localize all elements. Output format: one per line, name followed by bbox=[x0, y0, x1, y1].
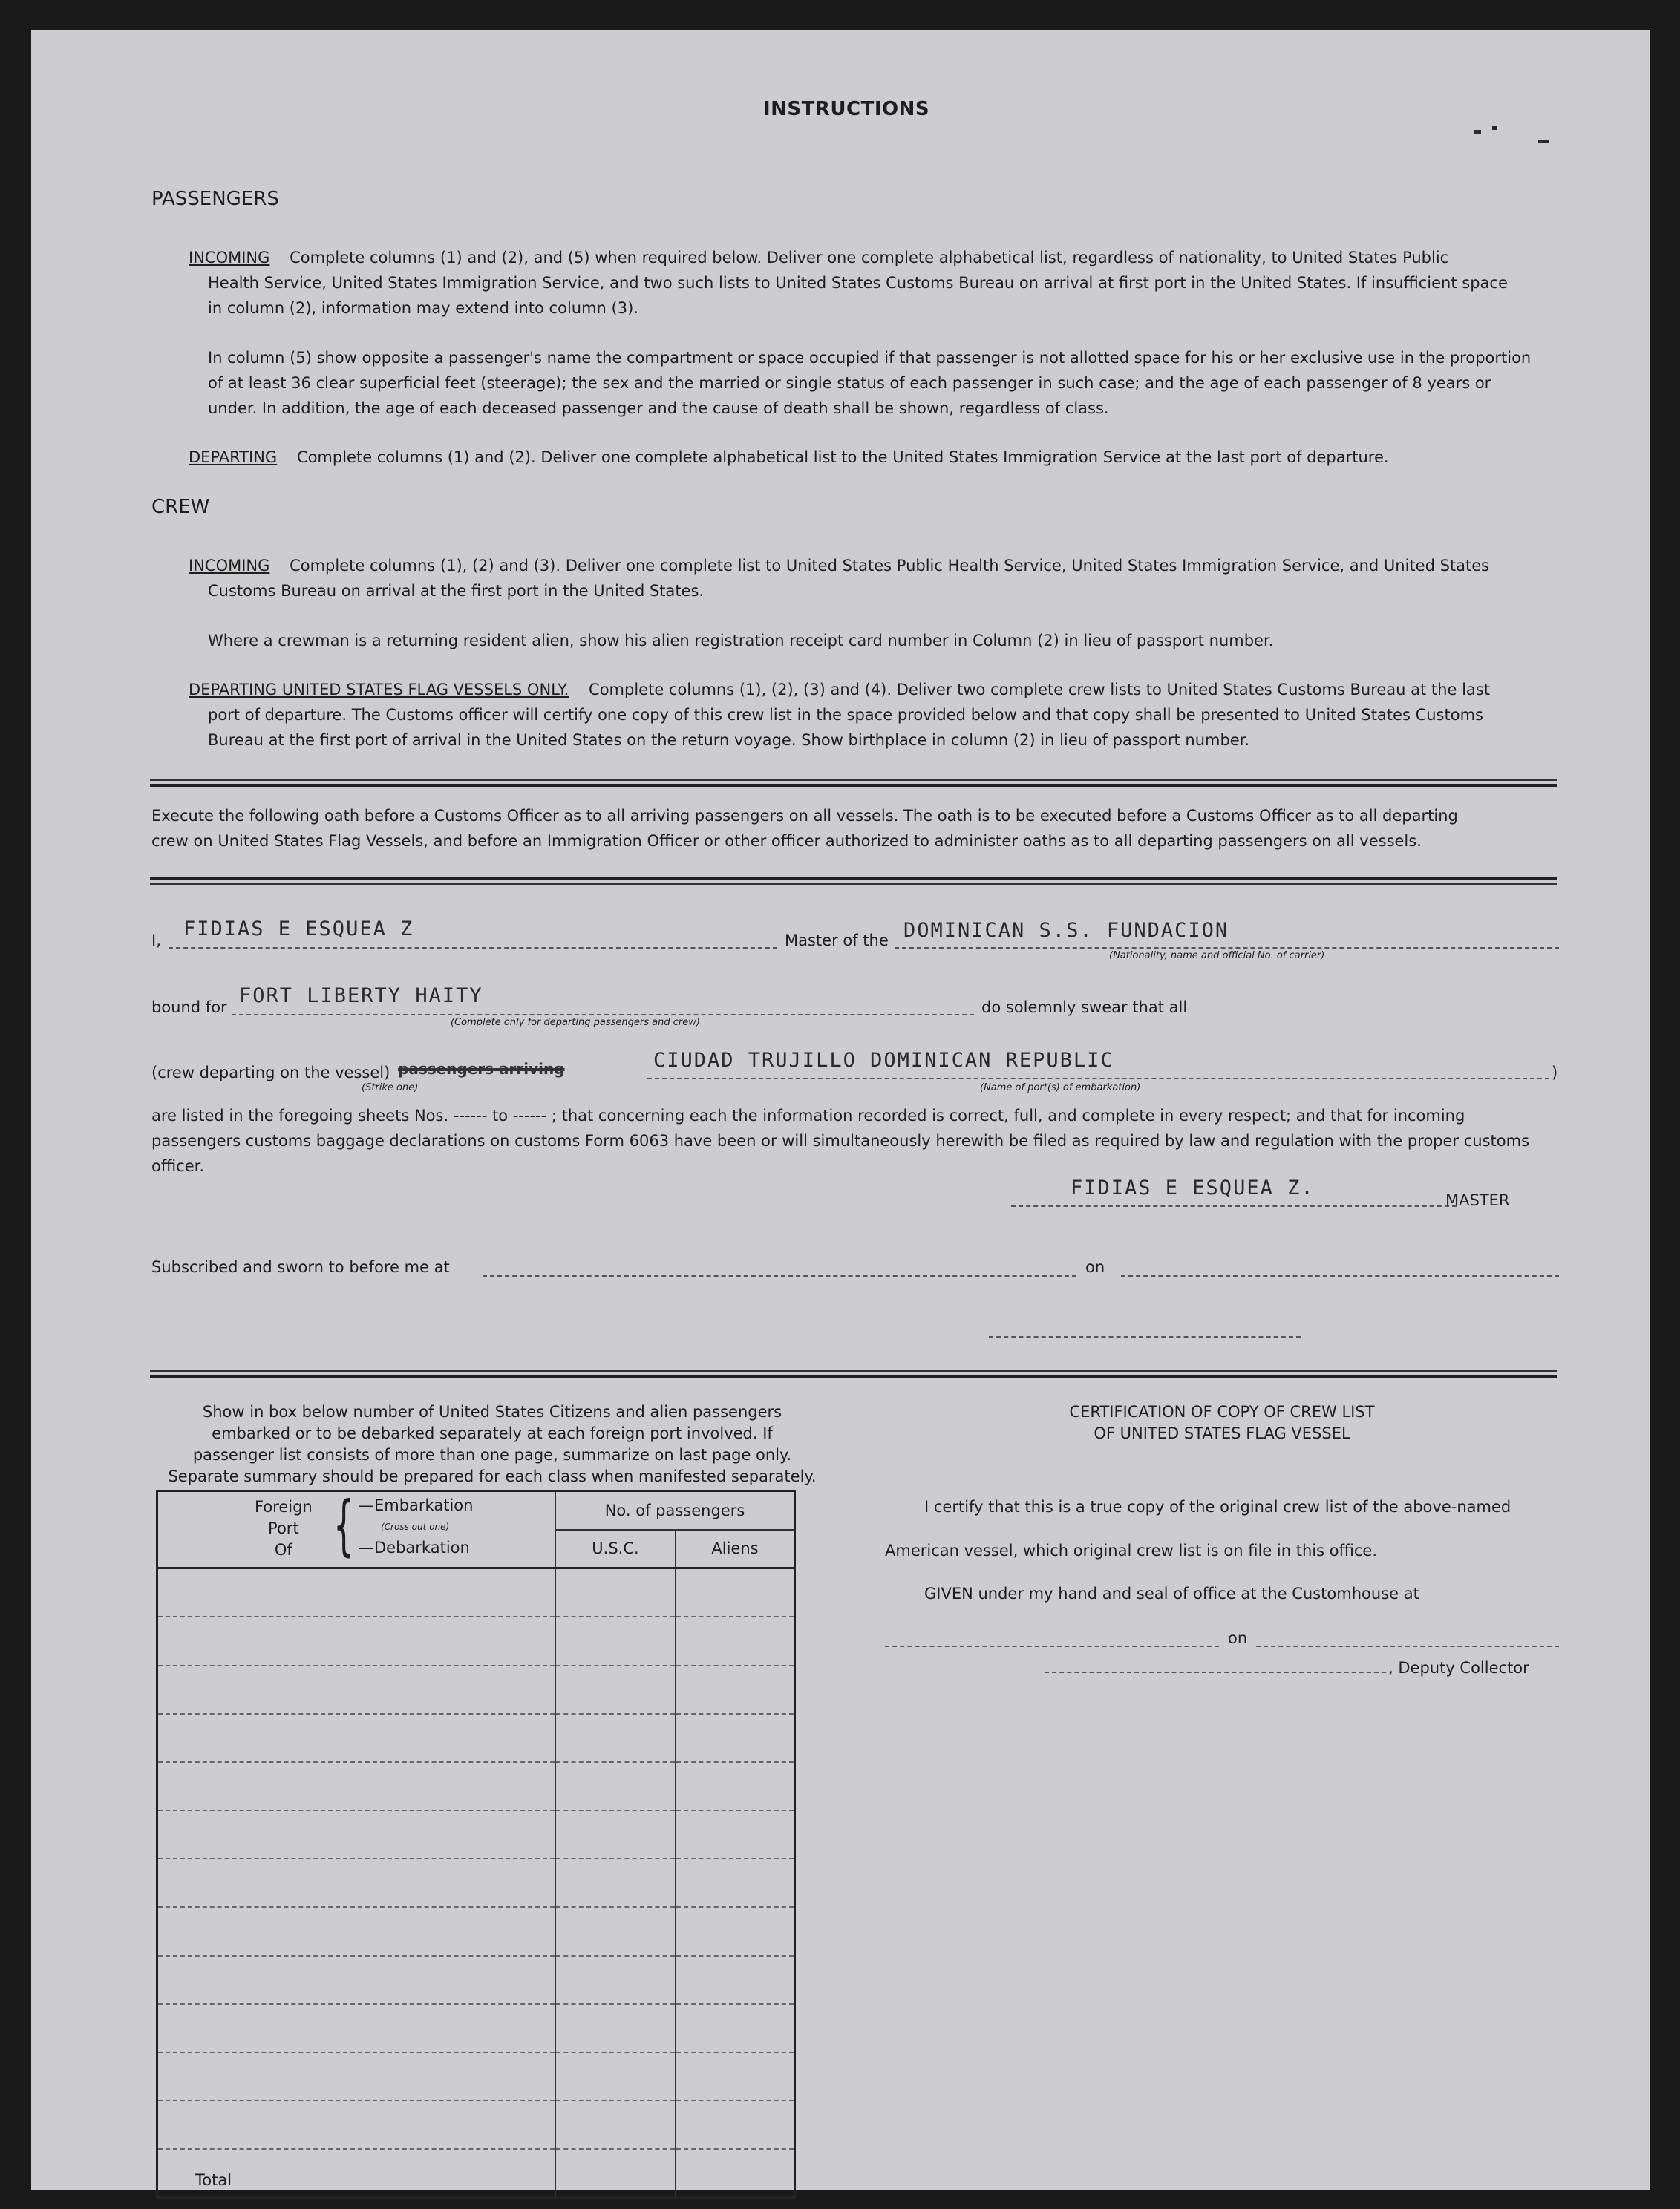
crew-departing-line2: port of departure. The Customs officer will certify one copy of this crew list in the space provided below and that copy shall be presented to United States Customs bbox=[208, 706, 1483, 724]
crew-incoming-line2: Customs Bureau on arrival at the first port in the United States. bbox=[208, 582, 705, 600]
aliens-cell[interactable] bbox=[676, 1762, 795, 1810]
port-label: Port bbox=[268, 1519, 299, 1537]
usc-cell[interactable] bbox=[555, 1568, 676, 1617]
aliens-total-cell[interactable] bbox=[676, 2149, 795, 2197]
port-cell[interactable] bbox=[157, 1617, 556, 1665]
swear-text: do solemnly swear that all bbox=[981, 998, 1188, 1016]
vessel-field[interactable]: DOMINICAN S.S. FUNDACION bbox=[903, 919, 1229, 942]
no-of-passengers-header: No. of passengers bbox=[555, 1491, 795, 1530]
page-title: INSTRUCTIONS bbox=[763, 98, 930, 120]
struck-text: passengers arriving bbox=[398, 1060, 565, 1078]
crew-departing-line1: Complete columns (1), (2), (3) and (4). Deliver two complete crew lists to United States Customs Bureau at the last bbox=[589, 681, 1490, 698]
usc-header: U.S.C. bbox=[555, 1530, 676, 1568]
passengers-col5-line2: of at least 36 clear superficial feet (steerage); the sex and the married or single status of each passenger in such case; and the age of each passenger of 8 years or bbox=[208, 374, 1491, 392]
cert-date-line[interactable] bbox=[1256, 1646, 1559, 1647]
passengers-incoming-label: INCOMING bbox=[189, 249, 270, 266]
port-cell[interactable] bbox=[157, 1810, 556, 1859]
port-cell[interactable] bbox=[157, 1907, 556, 1955]
divider bbox=[150, 883, 1557, 885]
crew-incoming-label: INCOMING bbox=[189, 557, 270, 575]
crew-departing bbox=[189, 677, 1490, 702]
stray-mark bbox=[1538, 140, 1549, 143]
passengers-departing-text: Complete columns (1) and (2). Deliver one complete alphabetical list to the United States Immigration Service at the last port of departure. bbox=[296, 448, 1389, 466]
oath-intro-line2: crew on United States Flag Vessels, and before an Immigration Officer or other officer authorized to administer oaths as to all departing passengers on all vessels. bbox=[151, 832, 1422, 850]
port-cell[interactable] bbox=[157, 2004, 556, 2052]
given-text: GIVEN under my hand and seal of office at the Customhouse at bbox=[924, 1585, 1419, 1603]
master-of-label: Master of the bbox=[785, 932, 889, 949]
usc-cell[interactable] bbox=[555, 1859, 676, 1907]
port-field[interactable]: CIUDAD TRUJILLO DOMINICAN REPUBLIC bbox=[653, 1049, 1114, 1072]
i-label: I, bbox=[151, 932, 161, 949]
divider bbox=[150, 784, 1557, 787]
usc-cell[interactable] bbox=[555, 2004, 676, 2052]
port-cell[interactable] bbox=[157, 1762, 556, 1810]
passengers-incoming-line1: Complete columns (1) and (2), and (5) when required below. Deliver one complete alphabetical list, regardless of nationality, to United States Public bbox=[290, 249, 1449, 266]
listed-line2: passengers customs baggage declarations on customs Form 6063 have been or will simultaneously herewith be filed as required by law and regulation with the proper customs bbox=[151, 1132, 1530, 1150]
port-cell[interactable] bbox=[157, 2052, 556, 2101]
divider bbox=[150, 779, 1557, 781]
passengers-col5-line1: In column (5) show opposite a passenger's name the compartment or space occupied if that passenger is not allotted space for his or her exclusive use in the proportion bbox=[208, 349, 1532, 367]
customhouse-line[interactable] bbox=[885, 1646, 1219, 1647]
aliens-cell[interactable] bbox=[676, 1810, 795, 1859]
usc-cell[interactable] bbox=[555, 1666, 676, 1714]
summary-intro-line1: Show in box below number of United States Citizens and alien passengers bbox=[202, 1403, 782, 1421]
summary-intro bbox=[151, 1401, 833, 1488]
foreign-port-header bbox=[157, 1488, 556, 1568]
aliens-header: Aliens bbox=[676, 1530, 795, 1568]
stray-mark bbox=[1492, 126, 1497, 130]
crew-departing-label: (crew departing on the vessel) bbox=[151, 1064, 390, 1081]
passengers-incoming-line2: Health Service, United States Immigration Service, and two such lists to United States Customs Bureau on arrival at first port in the United States. If insufficient space bbox=[208, 274, 1508, 292]
vessel-line bbox=[895, 947, 1559, 949]
divider bbox=[150, 1375, 1557, 1378]
deputy-collector-label: , Deputy Collector bbox=[1388, 1659, 1529, 1677]
aliens-cell[interactable] bbox=[676, 2052, 795, 2101]
usc-cell[interactable] bbox=[555, 1907, 676, 1955]
usc-cell[interactable] bbox=[555, 1714, 676, 1762]
port-cell[interactable] bbox=[157, 1859, 556, 1907]
port-cell[interactable] bbox=[157, 1714, 556, 1762]
bound-for-line bbox=[232, 1014, 974, 1015]
strike-caption: (Strike one) bbox=[362, 1082, 419, 1093]
port-caption: (Name of port(s) of embarkation) bbox=[980, 1082, 1141, 1093]
aliens-cell[interactable] bbox=[676, 1568, 795, 1617]
usc-cell[interactable] bbox=[555, 2101, 676, 2149]
signature-line bbox=[1011, 1205, 1457, 1207]
port-cell[interactable] bbox=[157, 1666, 556, 1714]
crew-incoming bbox=[189, 553, 1489, 578]
usc-cell[interactable] bbox=[555, 1617, 676, 1665]
aliens-cell[interactable] bbox=[676, 1714, 795, 1762]
certification-title-line1: CERTIFICATION OF COPY OF CREW LIST bbox=[1069, 1403, 1375, 1421]
form-sheet bbox=[31, 30, 1650, 2190]
divider bbox=[150, 1370, 1557, 1372]
passengers-incoming bbox=[189, 245, 1448, 270]
subscribed-label: Subscribed and sworn to before me at bbox=[151, 1258, 450, 1276]
signature-field[interactable]: FIDIAS E ESQUEA Z. bbox=[1071, 1177, 1315, 1200]
passengers-departing-label: DEPARTING bbox=[189, 448, 278, 466]
cross-out-label: (Cross out one) bbox=[381, 1522, 450, 1532]
foreign-label: Foreign bbox=[255, 1498, 313, 1516]
passengers-heading: PASSENGERS bbox=[151, 188, 279, 210]
aliens-cell[interactable] bbox=[676, 1617, 795, 1665]
bound-for-label: bound for bbox=[151, 998, 227, 1016]
cert-on-label: on bbox=[1228, 1629, 1248, 1647]
passenger-summary-table bbox=[156, 1490, 796, 2199]
total-label: Total bbox=[157, 2149, 556, 2197]
bound-caption: (Complete only for departing passengers and crew) bbox=[451, 1017, 700, 1028]
passengers-col5-line3: under. In addition, the age of each deceased passenger and the cause of death shall be shown, regardless of class. bbox=[208, 399, 1109, 417]
subscribed-place-line[interactable] bbox=[483, 1275, 1076, 1277]
port-line bbox=[647, 1078, 1549, 1079]
aliens-cell[interactable] bbox=[676, 1907, 795, 1955]
master-label: MASTER bbox=[1445, 1191, 1510, 1209]
summary-intro-line2: embarked or to be debarked separately at each foreign port involved. If bbox=[212, 1424, 773, 1442]
brace: { bbox=[333, 1488, 354, 1564]
oath-intro-line1: Execute the following oath before a Customs Officer as to all arriving passengers on all vessels. The oath is to be executed before a Customs Officer as to all departing bbox=[151, 807, 1458, 825]
master-name-line bbox=[169, 947, 777, 949]
port-cell[interactable] bbox=[157, 1568, 556, 1617]
listed-line1: are listed in the foregoing sheets Nos. ------ to ------ ; that concerning each the information recorded is correct, full, and complete in every respect; and that for incoming bbox=[151, 1107, 1465, 1125]
usc-cell[interactable] bbox=[555, 1762, 676, 1810]
debarkation-label: —Debarkation bbox=[359, 1539, 470, 1557]
crew-departing-label: DEPARTING UNITED STATES FLAG VESSELS ONLY. bbox=[189, 681, 569, 698]
certification-title-line2: OF UNITED STATES FLAG VESSEL bbox=[1094, 1424, 1350, 1442]
vessel-caption: (Nationality, name and official No. of carrier) bbox=[1109, 950, 1325, 961]
passengers-incoming-line3: in column (2), information may extend into column (3). bbox=[208, 299, 638, 317]
certify-line2: American vessel, which original crew list is on file in this office. bbox=[885, 1542, 1378, 1560]
crew-incoming-line1: Complete columns (1), (2) and (3). Deliver one complete list to United States Public Health Service, United States Immigration Service, and United States bbox=[290, 557, 1490, 575]
deputy-signature-line[interactable] bbox=[1045, 1672, 1386, 1673]
aliens-cell[interactable] bbox=[676, 1859, 795, 1907]
usc-cell[interactable] bbox=[555, 1956, 676, 2004]
aliens-cell[interactable] bbox=[676, 2004, 795, 2052]
crew-resident-text: Where a crewman is a returning resident alien, show his alien registration receipt card number in Column (2) in lieu of passport number. bbox=[208, 632, 1274, 649]
passengers-departing bbox=[189, 445, 1389, 470]
on-label: on bbox=[1085, 1258, 1105, 1276]
usc-cell[interactable] bbox=[555, 1810, 676, 1859]
aliens-cell[interactable] bbox=[676, 2101, 795, 2149]
summary-intro-line3: passenger list consists of more than one page, summarize on last page only. bbox=[192, 1446, 792, 1464]
officer-line[interactable] bbox=[989, 1336, 1301, 1338]
usc-cell[interactable] bbox=[555, 2052, 676, 2101]
certify-line1: I certify that this is a true copy of the original crew list of the above-named bbox=[924, 1498, 1511, 1516]
crew-heading: CREW bbox=[151, 496, 210, 518]
subscribed-date-line[interactable] bbox=[1121, 1275, 1559, 1277]
summary-intro-line4: Separate summary should be prepared for each class when manifested separately. bbox=[168, 1467, 817, 1485]
certification-title bbox=[885, 1401, 1559, 1444]
port-cell[interactable] bbox=[157, 1956, 556, 2004]
listed-line3: officer. bbox=[151, 1157, 204, 1175]
divider bbox=[150, 877, 1557, 880]
usc-total-cell[interactable] bbox=[555, 2149, 676, 2197]
bound-for-field[interactable]: FORT LIBERTY HAITY bbox=[239, 984, 483, 1007]
master-name-field[interactable]: FIDIAS E ESQUEA Z bbox=[183, 917, 414, 940]
of-label: Of bbox=[274, 1541, 292, 1559]
port-cell[interactable] bbox=[157, 2101, 556, 2149]
stray-mark bbox=[1474, 130, 1481, 134]
embarkation-label: —Embarkation bbox=[359, 1496, 474, 1514]
close-paren: ) bbox=[1552, 1064, 1558, 1081]
aliens-cell[interactable] bbox=[676, 1956, 795, 2004]
aliens-cell[interactable] bbox=[676, 1666, 795, 1714]
crew-departing-line3: Bureau at the first port of arrival in the United States on the return voyage. Show birthplace in column (2) in lieu of passport number. bbox=[208, 731, 1250, 749]
